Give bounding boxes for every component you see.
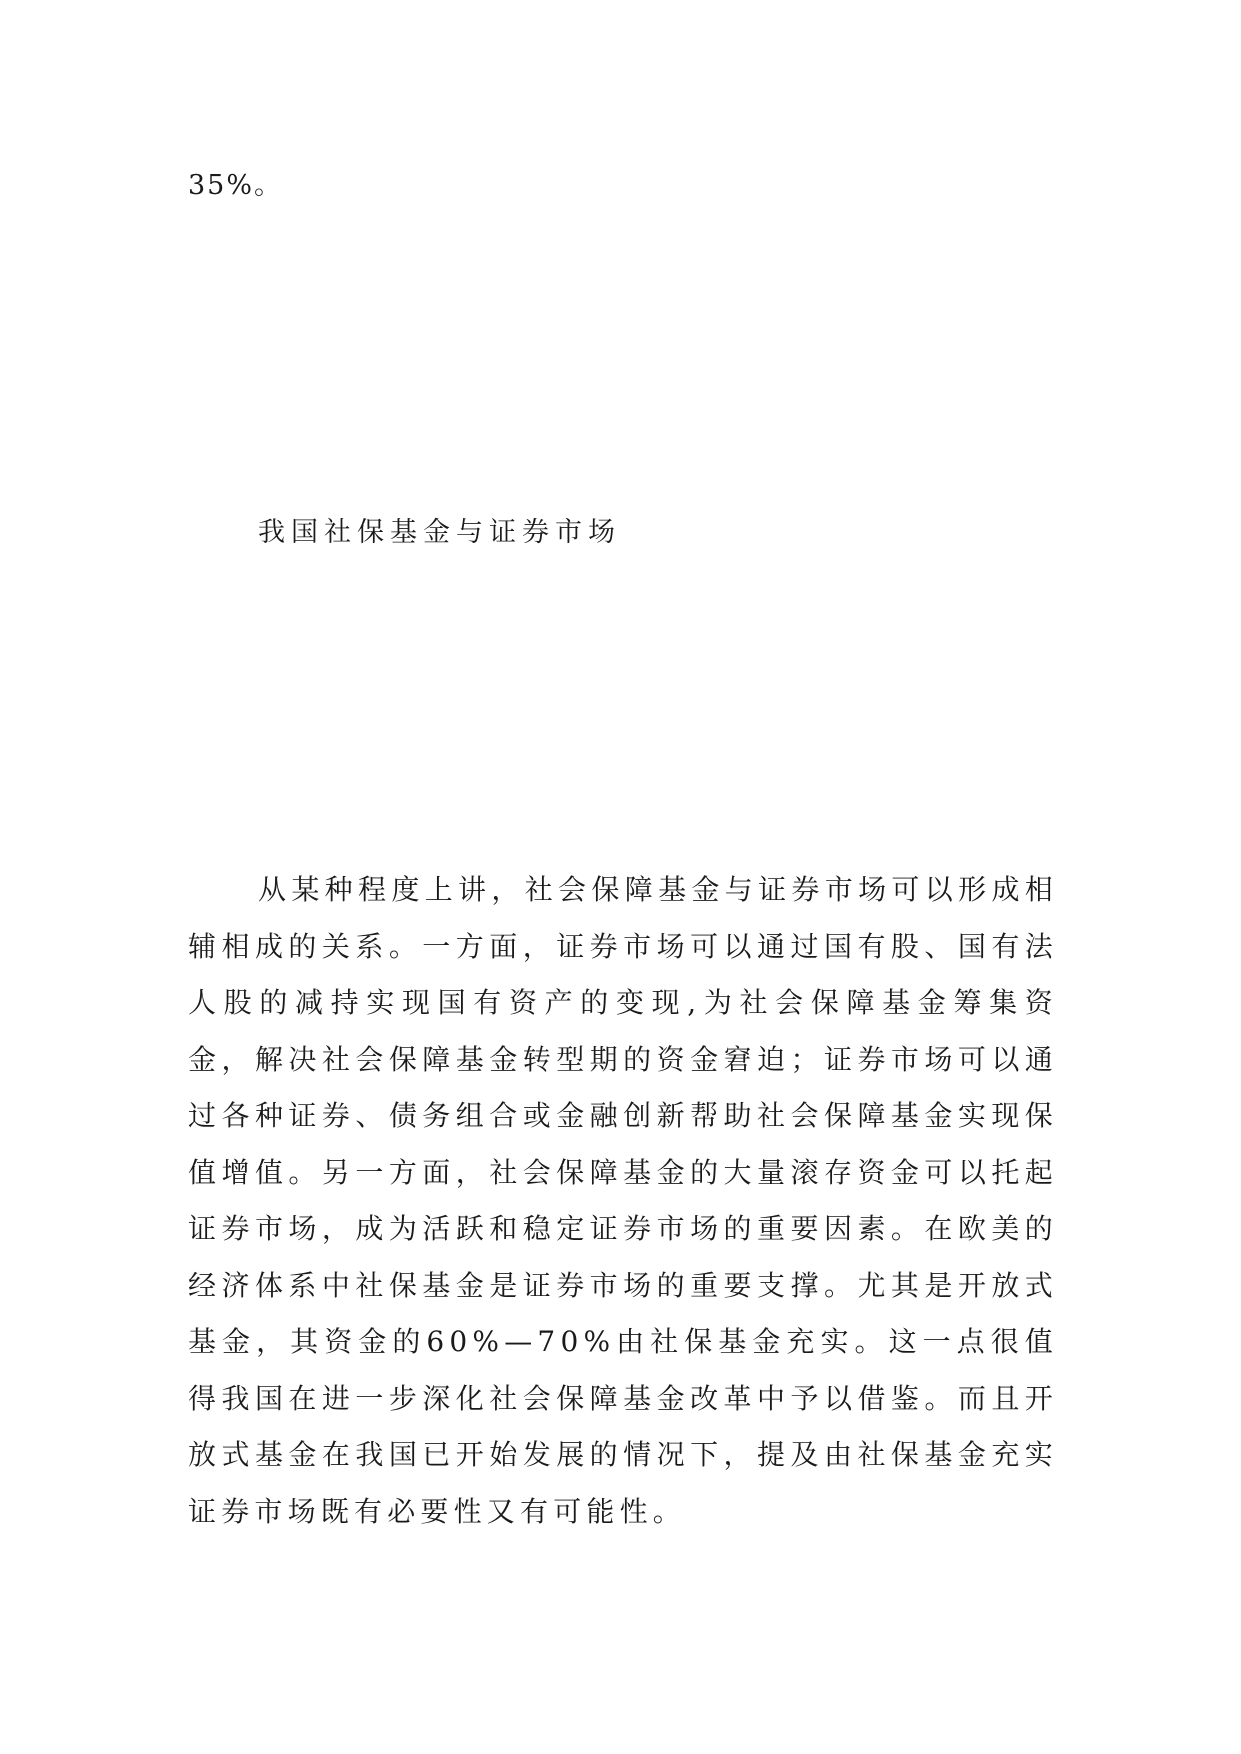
continued-text-fragment: 35%。 <box>188 170 284 201</box>
section-heading: 我国社保基金与证券市场 <box>258 517 621 548</box>
body-paragraph: 从某种程度上讲，社会保障基金与证券市场可以形成相辅相成的关系。一方面，证券市场可以通过国有股、国有法人股的减持实现国有资产的变现,为社会保障基金筹集资金，解决社会保障基金转型期的资金窘迫；证券市场可以通过各种证券、债务组合或金融创新帮助社会保障基金实现保值增值。另一方面，社会保障基金的大量滚存资金可以托起证券市场，成为活跃和稳定证券市场的重要因素。在欧美的经济体系中社保基金是证券市场的重要支撑。尤其是开放式基金，其资金的60%—70%由社保基金充实。这一点很值得我国在进一步深化社会保障基金改革中予以借鉴。而且开放式基金在我国已开始发展的情况下，提及由社保基金充实证券市场既有必要性又有可能性。 <box>188 873 1058 1528</box>
